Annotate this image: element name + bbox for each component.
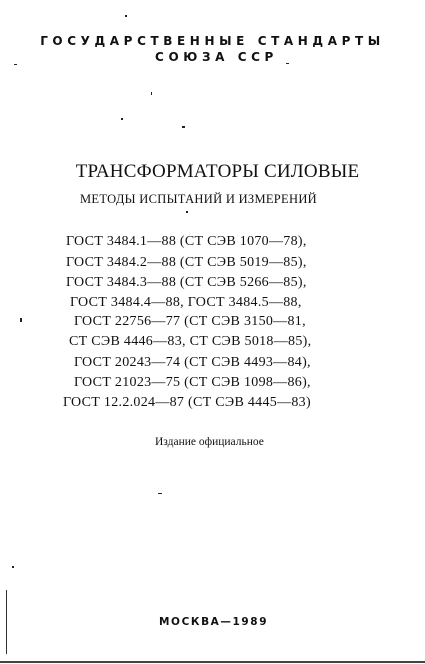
standard-line-4: ГОСТ 3484.4—88, ГОСТ 3484.5—88, (70, 295, 302, 310)
document-title: ТРАНСФОРМАТОРЫ СИЛОВЫЕ (75, 161, 360, 182)
scan-speck (14, 64, 17, 65)
scan-bottom-edge (0, 661, 425, 663)
standard-line-9: ГОСТ 12.2.024—87 (СТ СЭВ 4445—83) (63, 395, 311, 410)
standard-line-2: ГОСТ 3484.2—88 (СТ СЭВ 5019—85), (66, 255, 307, 270)
scan-speck (186, 211, 188, 213)
publisher-header-line-2: СОЮЗА ССР (155, 50, 278, 64)
standard-line-5: ГОСТ 22756—77 (СТ СЭВ 3150—81, (74, 314, 306, 329)
scan-speck (125, 15, 127, 17)
publisher-header-line-1: ГОСУДАРСТВЕННЫЕ СТАНДАРТЫ (40, 34, 385, 48)
edition-note: Издание официальное (155, 436, 264, 448)
standard-line-7: ГОСТ 20243—74 (СТ СЭВ 4493—84), (74, 355, 311, 370)
scan-speck (121, 118, 123, 120)
scan-edge-line (6, 590, 7, 654)
standard-line-1: ГОСТ 3484.1—88 (СТ СЭВ 1070—78), (66, 234, 307, 249)
standard-line-8: ГОСТ 21023—75 (СТ СЭВ 1098—86), (74, 375, 311, 390)
scan-speck (158, 493, 162, 494)
scan-speck (182, 126, 185, 128)
scan-speck (286, 63, 289, 64)
standard-line-3: ГОСТ 3484.3—88 (СТ СЭВ 5266—85), (66, 275, 307, 290)
standard-line-6: СТ СЭВ 4446—83, СТ СЭВ 5018—85), (69, 334, 312, 349)
imprint-city-year: МОСКВА—1989 (159, 616, 269, 628)
document-subtitle: МЕТОДЫ ИСПЫТАНИЙ И ИЗМЕРЕНИЙ (80, 192, 317, 206)
scan-speck (12, 566, 14, 568)
scan-speck (151, 92, 152, 95)
scan-speck (20, 318, 22, 322)
